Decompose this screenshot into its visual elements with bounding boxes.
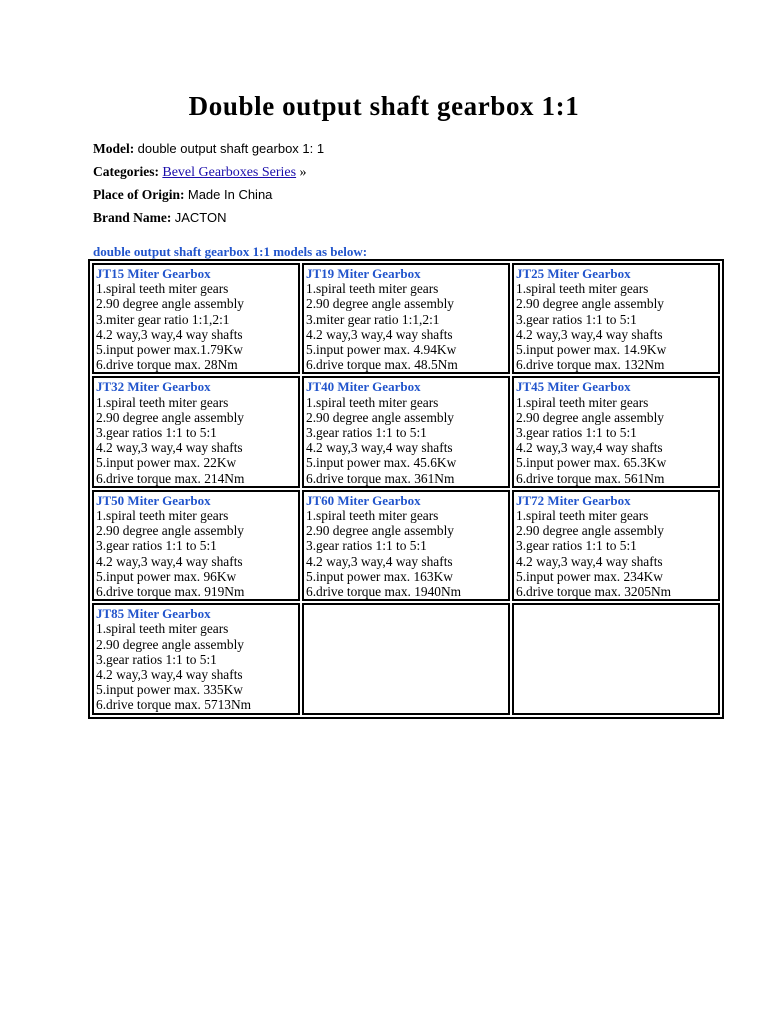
brand-label: Brand Name:	[93, 209, 172, 225]
model-name: JT19 Miter Gearbox	[306, 266, 421, 281]
model-spec-line: 4.2 way,3 way,4 way shafts	[516, 553, 663, 569]
table-row	[92, 603, 720, 714]
model-row	[93, 138, 324, 161]
model-spec-line: 6.drive torque max. 214Nm	[96, 470, 245, 486]
model-value: double output shaft gearbox 1: 1	[137, 141, 325, 156]
categories-link[interactable]: Bevel Gearboxes Series	[162, 164, 297, 180]
model-cell	[92, 603, 300, 714]
brand-row	[93, 207, 324, 230]
model-spec-line: 5.input power max. 335Kw	[96, 682, 243, 698]
model-cell	[92, 490, 300, 601]
model-spec-line: 6.drive torque max. 1940Nm	[306, 584, 462, 600]
model-spec-line: 6.drive torque max. 919Nm	[96, 584, 245, 600]
origin-value: Made In China	[187, 187, 273, 202]
model-spec-line: 1.spiral teeth miter gears	[306, 281, 439, 297]
table-row	[92, 490, 720, 601]
model-spec-line: 1.spiral teeth miter gears	[306, 394, 439, 410]
model-name: JT15 Miter Gearbox	[96, 266, 211, 281]
model-spec-line: 2.90 degree angle assembly	[96, 636, 244, 652]
model-spec-line: 2.90 degree angle assembly	[516, 523, 664, 539]
model-spec-line: 4.2 way,3 way,4 way shafts	[306, 326, 453, 342]
model-cell	[512, 376, 720, 487]
model-cell	[302, 376, 510, 487]
model-spec-line: 1.spiral teeth miter gears	[306, 508, 439, 524]
model-spec-line: 5.input power max. 65.3Kw	[516, 455, 667, 471]
model-spec-line: 1.spiral teeth miter gears	[96, 621, 229, 637]
model-spec-line: 4.2 way,3 way,4 way shafts	[516, 326, 663, 342]
product-meta	[93, 138, 324, 229]
model-spec-line: 1.spiral teeth miter gears	[516, 394, 649, 410]
model-spec-line: 6.drive torque max. 28Nm	[96, 357, 238, 373]
model-name: JT45 Miter Gearbox	[516, 379, 631, 395]
model-spec-line: 3.gear ratios 1:1 to 5:1	[306, 425, 427, 441]
models-table	[88, 259, 724, 719]
model-spec-line: 4.2 way,3 way,4 way shafts	[96, 667, 243, 683]
model-spec-line: 2.90 degree angle assembly	[306, 409, 454, 425]
model-name: JT50 Miter Gearbox	[96, 492, 211, 508]
model-spec-line: 6.drive torque max. 132Nm	[516, 357, 665, 373]
model-spec-line: 3.miter gear ratio 1:1,2:1	[306, 311, 440, 327]
model-cell	[512, 490, 720, 601]
models-caption: double output shaft gearbox 1:1 models as below:	[93, 244, 368, 259]
model-spec-line: 2.90 degree angle assembly	[96, 296, 244, 312]
model-name: JT40 Miter Gearbox	[306, 379, 421, 395]
model-spec-line: 3.gear ratios 1:1 to 5:1	[96, 651, 217, 667]
model-spec-line: 2.90 degree angle assembly	[96, 523, 244, 539]
model-name: JT72 Miter Gearbox	[516, 492, 631, 508]
model-spec-line: 3.gear ratios 1:1 to 5:1	[306, 538, 427, 554]
model-spec-line: 5.input power max. 22Kw	[96, 455, 237, 471]
model-name: JT85 Miter Gearbox	[96, 606, 211, 622]
model-spec-line: 2.90 degree angle assembly	[516, 409, 664, 425]
categories-label: Categories:	[93, 163, 159, 179]
model-cell	[92, 376, 300, 487]
model-spec-line: 2.90 degree angle assembly	[96, 409, 244, 425]
model-cell	[512, 263, 720, 374]
model-spec-line: 1.spiral teeth miter gears	[96, 281, 229, 297]
empty-cell	[302, 603, 510, 714]
model-cell	[92, 263, 300, 374]
model-spec-line: 1.spiral teeth miter gears	[516, 281, 649, 297]
model-spec-line: 6.drive torque max. 561Nm	[516, 470, 665, 486]
model-cell	[302, 263, 510, 374]
model-spec-line: 3.gear ratios 1:1 to 5:1	[96, 538, 217, 554]
model-spec-line: 6.drive torque max. 361Nm	[306, 470, 455, 486]
model-spec-line: 3.gear ratios 1:1 to 5:1	[516, 425, 637, 441]
model-label: Model:	[93, 141, 135, 156]
model-spec-line: 5.input power max.1.79Kw	[96, 342, 243, 358]
model-spec-line: 6.drive torque max. 3205Nm	[516, 584, 672, 600]
model-spec-line: 5.input power max. 14.9Kw	[516, 342, 667, 358]
model-spec-line: 4.2 way,3 way,4 way shafts	[96, 553, 243, 569]
model-spec-line: 5.input power max. 4.94Kw	[306, 342, 457, 358]
model-spec-line: 2.90 degree angle assembly	[306, 523, 454, 539]
origin-row	[93, 184, 324, 207]
model-spec-line: 1.spiral teeth miter gears	[516, 508, 649, 524]
model-spec-line: 1.spiral teeth miter gears	[96, 394, 229, 410]
model-spec-line: 4.2 way,3 way,4 way shafts	[306, 553, 453, 569]
page-title: Double output shaft gearbox 1:1	[188, 91, 580, 121]
model-spec-line: 3.gear ratios 1:1 to 5:1	[96, 425, 217, 441]
model-spec-line: 5.input power max. 45.6Kw	[306, 455, 457, 471]
brand-value: JACTON	[174, 209, 227, 225]
empty-cell	[512, 603, 720, 714]
model-spec-line: 3.miter gear ratio 1:1,2:1	[96, 311, 230, 327]
model-name: JT32 Miter Gearbox	[96, 379, 211, 395]
models-table-body	[92, 263, 720, 715]
origin-label: Place of Origin:	[93, 187, 185, 202]
table-row	[92, 263, 720, 374]
model-spec-line: 4.2 way,3 way,4 way shafts	[516, 440, 663, 456]
model-spec-line: 3.gear ratios 1:1 to 5:1	[516, 311, 637, 327]
model-spec-line: 6.drive torque max. 48.5Nm	[306, 357, 458, 373]
model-spec-line: 4.2 way,3 way,4 way shafts	[96, 326, 243, 342]
model-spec-line: 4.2 way,3 way,4 way shafts	[96, 440, 243, 456]
model-spec-line: 5.input power max. 96Kw	[96, 568, 237, 584]
categories-row	[93, 161, 324, 185]
model-cell	[302, 490, 510, 601]
model-spec-line: 2.90 degree angle assembly	[516, 296, 664, 312]
model-name: JT60 Miter Gearbox	[306, 492, 421, 508]
model-spec-line: 4.2 way,3 way,4 way shafts	[306, 440, 453, 456]
model-spec-line: 5.input power max. 234Kw	[516, 568, 663, 584]
table-row	[92, 376, 720, 487]
model-spec-line: 2.90 degree angle assembly	[306, 296, 454, 312]
model-spec-line: 5.input power max. 163Kw	[306, 568, 453, 584]
model-spec-line: 6.drive torque max. 5713Nm	[96, 697, 252, 713]
categories-suffix: »	[299, 164, 307, 180]
model-spec-line: 3.gear ratios 1:1 to 5:1	[516, 538, 637, 554]
model-spec-line: 1.spiral teeth miter gears	[96, 508, 229, 524]
model-name: JT25 Miter Gearbox	[516, 266, 631, 281]
